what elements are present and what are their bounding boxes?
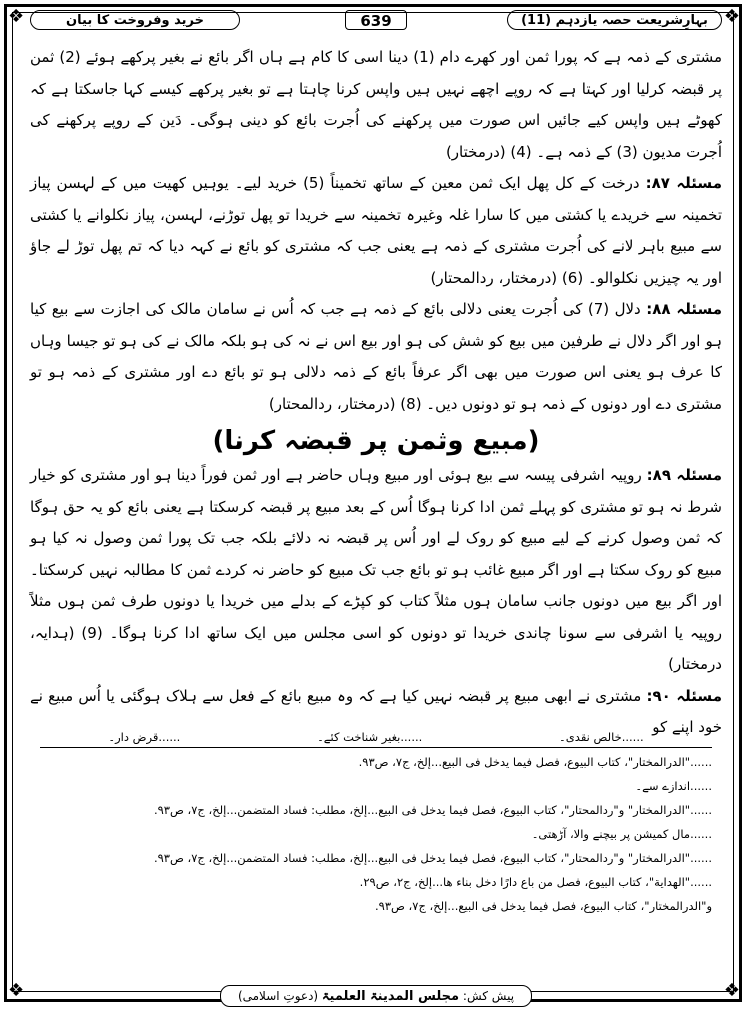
page-header <box>30 10 722 32</box>
footnotes <box>40 730 712 920</box>
footer-publisher: مجلس المدینۃ العلمیۃ <box>321 989 460 1004</box>
footnote-glosses <box>40 730 712 748</box>
section-heading <box>30 426 722 456</box>
footnote: ......"الهداية"، کتاب البیوع، فصل من باع دارًا دخل بناء ها...إلخ، ج۲، ص۲۹. <box>359 875 712 889</box>
corner-ornament-icon: ❖ <box>723 980 740 1001</box>
footnote-gloss: ......قرض دار۔ <box>108 730 181 744</box>
footnote-gloss: ......بغیر شناخت کئے۔ <box>317 730 423 744</box>
footnote: ......"الدرالمختار"، کتاب البیوع، فصل فیما یدخل فی البیع...إلخ، ج۷، ص۹۳. <box>358 755 712 769</box>
paragraph-text: دلال (7) کی اُجرت یعنی دلالی بائع کے ذمہ ہے جب کہ اُس نے سامان مالک کی اجازت سے بیع کیا ہو اور اگر دلال نے طرفین میں بیع کو شش کی ہو اور بیع اس نے نہ کی ہو بلکہ مالک نے کی ہو تو جیسا وہاں کا عرف ہو یعنی اس صورت میں بھی اگر عرفاً بائع کے ذمہ دلالی ہو تو بائع دے اور مشتری کے ذمہ ہو تو مشتری دے اور دونوں کے ذمہ ہو تو دونوں دیں۔ (8) (درمختار، ردالمحتار) <box>30 300 722 413</box>
footer-prefix: پیش کش: <box>462 989 515 1003</box>
corner-ornament-icon: ❖ <box>8 980 25 1001</box>
masla-label: مسئلہ ۸۷: <box>645 174 722 192</box>
footnote: ......"الدرالمختار" و"ردالمحتار"، کتاب البیوع، فصل فیما یدخل فی البیع...إلخ، مطلب: فساد المتضمن...إلخ، ج۷، ص۹۳. <box>153 851 712 865</box>
footnote: ......"الدرالمختار" و"ردالمحتار"، کتاب البیوع، فصل فیما یدخل فی البیع...إلخ، مطلب: فساد المتضمن...إلخ، ج۷، ص۹۳. <box>153 803 712 817</box>
paragraph <box>30 460 722 681</box>
footnote: ......مال کمیشن پر بیچنے والا، آڑھتی۔ <box>531 827 712 841</box>
book-title: بہارِشریعت حصہ یازدہم (11) <box>507 10 722 30</box>
paragraph-text: مشتری کے ذمہ ہے کہ پورا ثمن اور کھرے دام (1) دینا اسی کا کام ہے ہاں اگر بائع نے بغیر پرکھے ہوئے (2) ثمن پر قبضہ کرلیا اور کہتا ہے کہ روپے اچھے نہیں ہیں واپس کرنا چاہتا ہے تو بغیر پرکھے کیسے کہا جاسکتا ہے کہ کھوٹے ہیں واپس کیے جائیں اس صورت میں پرکھنے کی اُجرت بائع کو دینی ہوگی۔ دَین کے روپے پرکھنے کی اُجرت مدیون (3) کے ذمہ ہے۔ (4) (درمختار) <box>30 48 722 161</box>
paragraph-text: روپیہ اشرفی پیسہ سے بیع ہوئی اور مبیع وہاں حاضر ہے اور ثمن فوراً دینا ہو اور مشتری کو خیار شرط نہ ہو تو مشتری کو پہلے ثمن ادا کرنا ہوگا اُس کے بعد مبیع پر قبضہ کرسکتا ہے یعنی بائع کو یہ حق ہوگا کہ ثمن وصول کرنے کے لیے مبیع کو روک لے اور اُس پر قبضہ نہ دلائے بلکہ جب تک پورا ثمن وصول نہ کیا ہو مبیع کو روک سکتا ہے اور اگر مبیع غائب ہو تو بائع جب تک مبیع کو حاضر نہ کردے ثمن کا مطالبہ نہیں کرسکتا۔ اور اگر بیع میں دونوں جانب سامان ہوں مثلاً کتاب کو کپڑے کے بدلے میں خریدا یا دونوں طرف ثمن ہوں مثلاً روپیہ یا اشرفی سے سونا چاندی خریدا تو دونوں کو اسی مجلس میں ایک ساتھ ادا کرنا ہوگا۔ (9) (ہدایہ، درمختار) <box>30 466 722 673</box>
paragraph <box>30 168 722 294</box>
paragraph <box>30 294 722 420</box>
publisher-footer <box>220 985 532 1007</box>
chapter-title: خرید وفروخت کا بیان <box>30 10 240 30</box>
footnote: و"الدرالمختار"، کتاب البیوع، فصل فیما یدخل فی البیع...إلخ، ج۷، ص۹۳. <box>374 899 712 913</box>
corner-ornament-icon: ❖ <box>723 6 740 27</box>
paragraph <box>30 42 722 168</box>
main-text <box>30 42 722 744</box>
corner-ornament-icon: ❖ <box>8 6 25 27</box>
masla-label: مسئلہ ۸۸: <box>646 300 722 318</box>
section-heading-text: (مبیع وثمن پر قبضہ کرنا) <box>212 426 540 456</box>
footnote-gloss: ......خالص نقدی۔ <box>559 730 644 744</box>
page-number: 639 <box>345 10 407 30</box>
footer-suffix: (دعوتِ اسلامی) <box>237 989 319 1003</box>
masla-label: مسئلہ ۹۰: <box>646 686 722 705</box>
paragraph-text: درخت کے کل پھل ایک ثمن معین کے ساتھ تخمیناً (5) خرید لیے۔ یوہیں کھیت میں کے لہسن پیاز تخمینہ سے خریدے یا کشتی میں کا سارا غلہ وغیرہ تخمینہ سے خریدا تو پھل توڑنے، لہسن، پیاز نکلوانے یا کشتی سے مبیع باہر لانے کی اُجرت مشتری کے ذمہ ہے یعنی جب کہ مشتری کو بائع نے کہہ دیا کہ تم پھل توڑ لے جاؤ اور یہ چیزیں نکلوالو۔ (6) (درمختار، ردالمحتار) <box>30 174 722 287</box>
masla-label: مسئلہ ۸۹: <box>646 466 722 484</box>
footnote: ......اندازے سے۔ <box>635 779 712 793</box>
paragraph-text: مشتری نے ابھی مبیع پر قبضہ نہیں کیا ہے کہ وہ مبیع بائع کے فعل سے ہلاک ہوگئی یا اُس مبیع نے خود اپنے کو <box>30 686 722 736</box>
